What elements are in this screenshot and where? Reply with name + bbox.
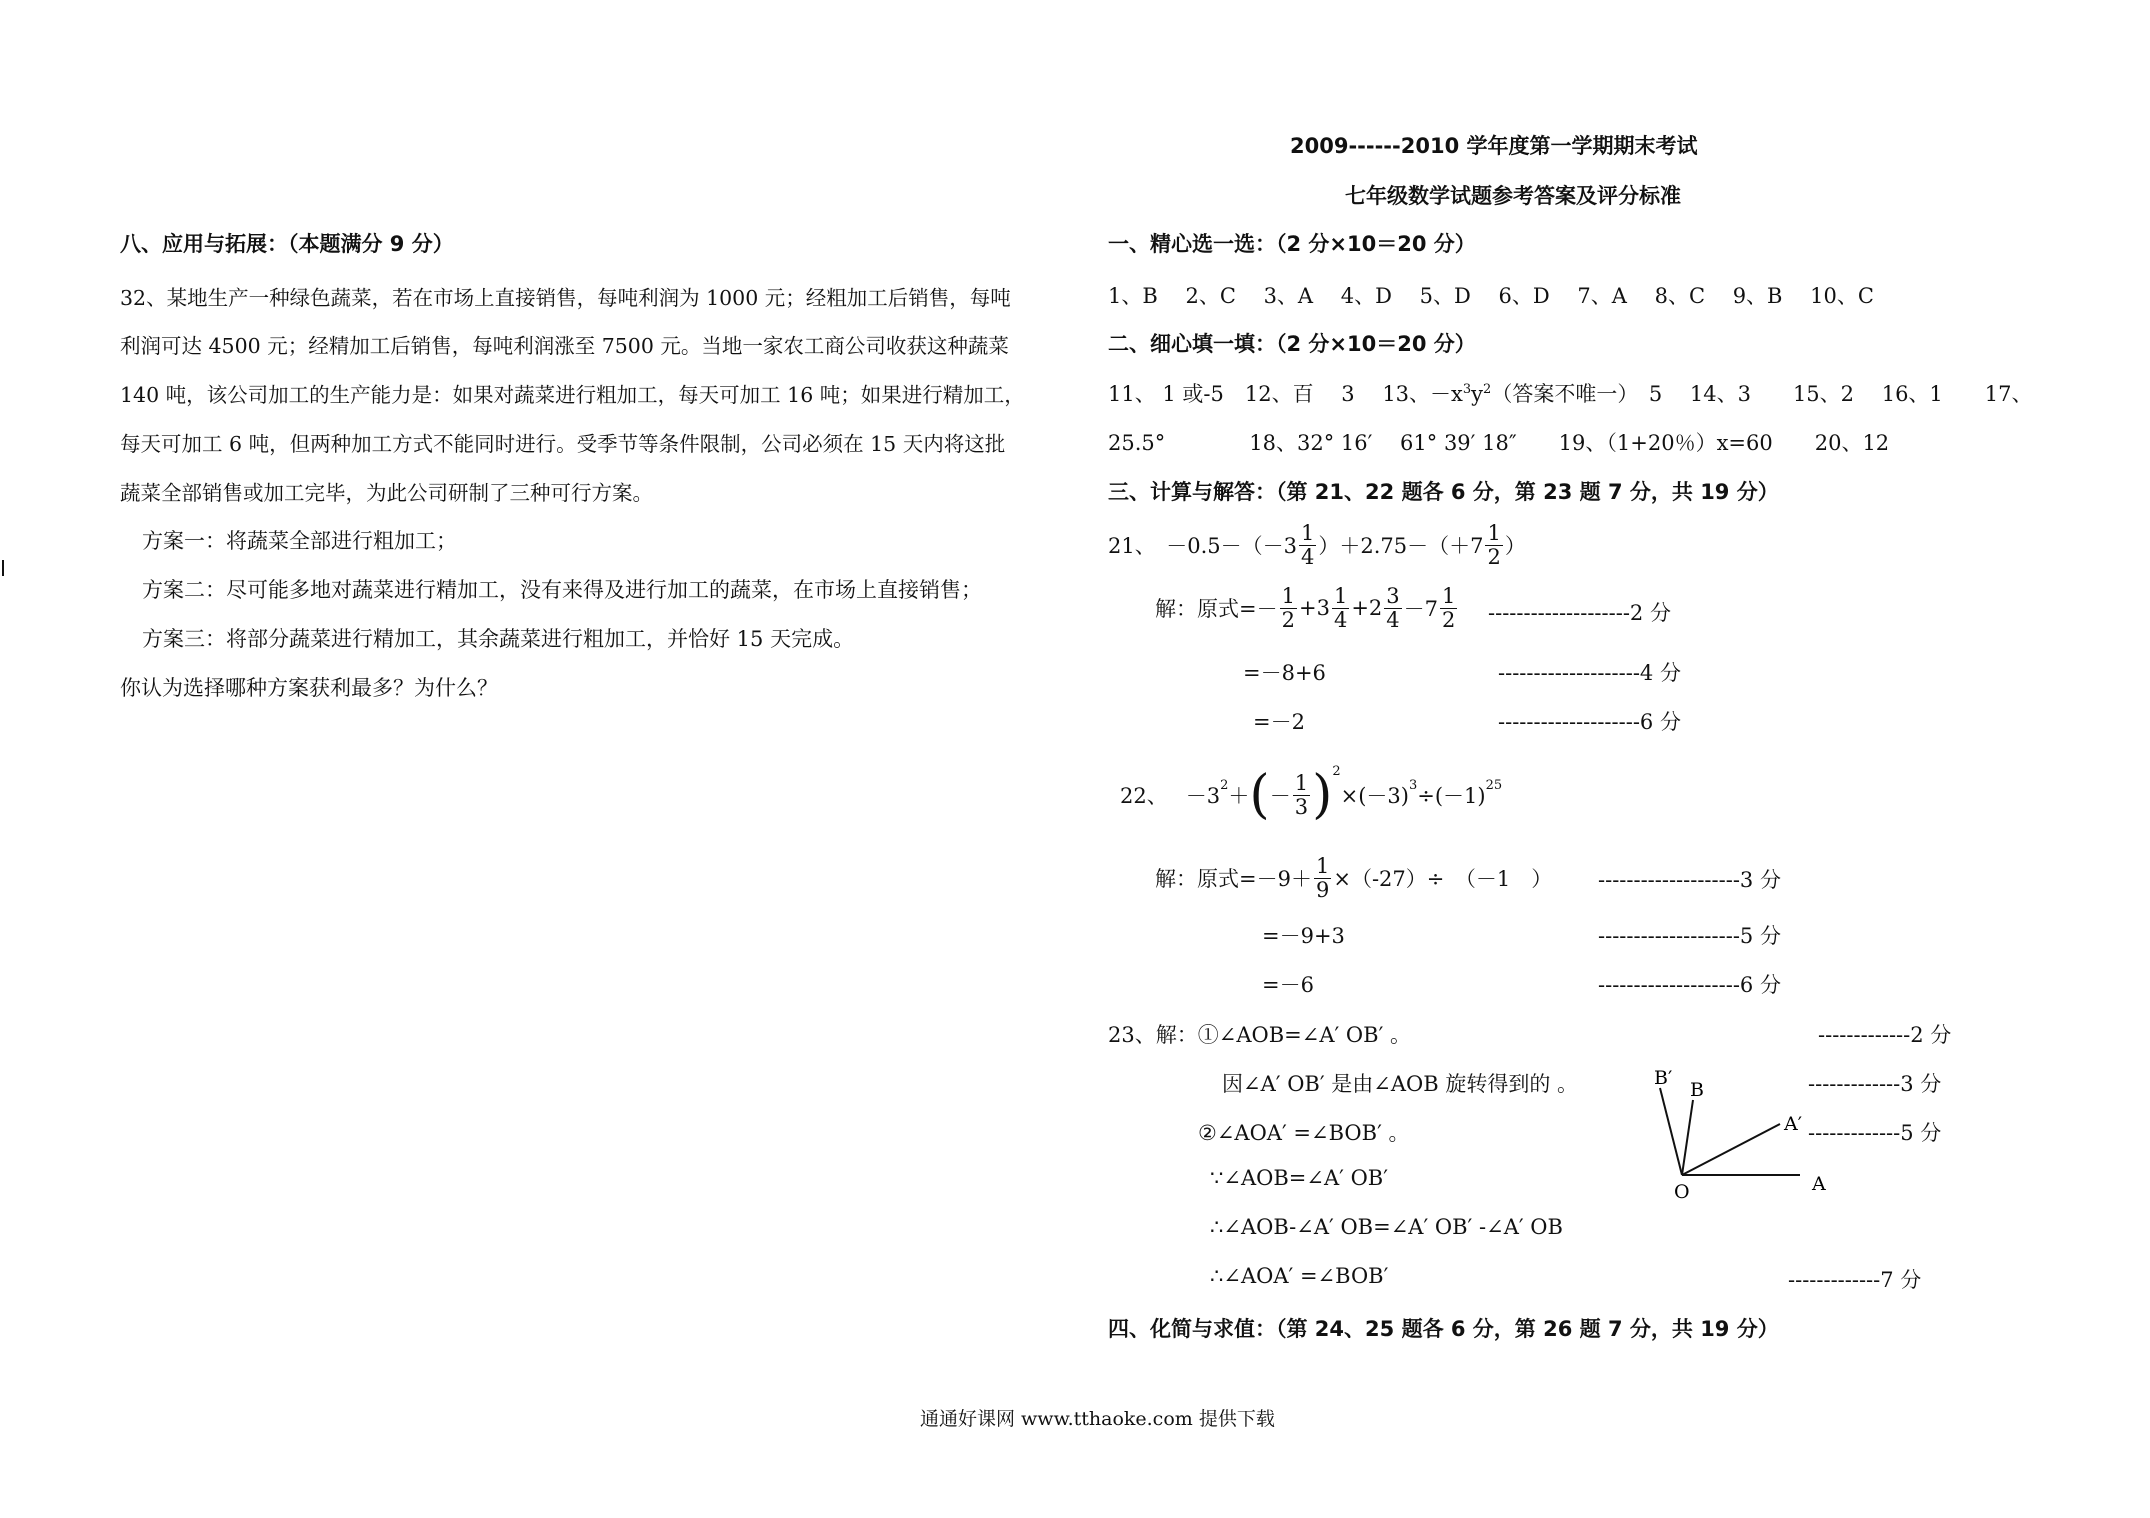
section4-heading: 四、化简与求值：（第 24、25 题各 6 分，第 26 题 7 分，共 19 分）	[1108, 1317, 1779, 1341]
q21-step-3: =－2	[1253, 710, 1305, 734]
q21-solution: 解：原式=－ $\frac{1}{2}$ +3 $\frac{1}{4}$ +2 $\frac{3}{4}$ －7 $\frac{1}{2}$	[1155, 584, 1456, 632]
label-b-prime: B′	[1654, 1067, 1673, 1089]
plan-2: 方案二：尽可能多地对蔬菜进行精加工，没有来得及进行加工的蔬菜，在市场上直接销售；	[142, 578, 982, 602]
label-a-prime: A′	[1784, 1113, 1803, 1135]
q22-score-3: --------------------6 分	[1598, 973, 1781, 997]
plan-3: 方案三：将部分蔬菜进行精加工，其余蔬菜进行粗加工，并恰好 15 天完成。	[142, 627, 855, 651]
label-b: B	[1690, 1079, 1704, 1101]
q21-problem: 21、 －0.5－（－3 $\frac{1}{4}$ ）＋2.75－（＋7 $\frac{1}{2}$ ）	[1108, 521, 1526, 569]
section8-heading: 八、应用与拓展：（本题满分 9 分）	[120, 232, 454, 256]
ray-ob-prime	[1660, 1088, 1682, 1175]
q32-line-1: 32、某地生产一种绿色蔬菜，若在市场上直接销售，每吨利润为 1000 元；经粗加工后销售，每吨	[120, 286, 1011, 310]
q23-line-2: 因∠A′ OB′ 是由∠AOB 旋转得到的 。	[1222, 1072, 1579, 1096]
ray-ob	[1682, 1100, 1693, 1175]
q21-score-2: --------------------4 分	[1498, 661, 1681, 685]
q23-line-5: ∴∠AOB-∠A′ OB=∠A′ OB′ -∠A′ OB	[1210, 1215, 1563, 1239]
angle-diagram	[1630, 1060, 1850, 1210]
page-title: 2009------2010 学年度第一学期期末考试	[1290, 134, 1698, 158]
ray-oa-prime	[1682, 1124, 1780, 1175]
q23-line-6: ∴∠AOA′ =∠BOB′	[1210, 1264, 1389, 1288]
q32-line-5: 蔬菜全部销售或加工完毕，为此公司研制了三种可行方案。	[120, 481, 653, 505]
section1-heading: 一、精心选一选：（2 分×10＝20 分）	[1108, 232, 1476, 256]
q21-score-3: --------------------6 分	[1498, 710, 1681, 734]
q23-score-1: -------------2 分	[1818, 1023, 1952, 1047]
q22-score-2: --------------------5 分	[1598, 924, 1781, 948]
label-a: A	[1812, 1173, 1826, 1195]
q22-step-2: =－9+3	[1262, 924, 1345, 948]
q23-line-3: ②∠AOA′ =∠BOB′ 。	[1198, 1121, 1410, 1145]
q21-score-1: --------------------2 分	[1488, 601, 1671, 625]
section2-heading: 二、细心填一填：（2 分×10＝20 分）	[1108, 332, 1476, 356]
q32-question: 你认为选择哪种方案获利最多？为什么？	[120, 676, 498, 700]
margin-mark	[2, 560, 4, 576]
q22-solution: 解：原式=－9＋ $\frac{1}{9}$ ×（-27）÷ （－1 ）	[1155, 854, 1553, 902]
q23-score-4: -------------7 分	[1788, 1268, 1922, 1292]
q23-score-3: -------------5 分	[1808, 1121, 1942, 1145]
label-o: O	[1674, 1181, 1690, 1203]
section2-answers-line2: 25.5° 18、32° 16′ 61° 39′ 18″ 19、（1+20％）x=60 20、12	[1108, 431, 1890, 455]
section1-answers: 1、B 2、C 3、A 4、D 5、D 6、D 7、A 8、C 9、B 10、C	[1108, 284, 1874, 308]
footer-credit: 通通好课网 www.tthaoke.com 提供下载	[920, 1408, 1275, 1430]
q32-line-4: 每天可加工 6 吨，但两种加工方式不能同时进行。受季节等条件限制，公司必须在 15 天内将这批	[120, 432, 1006, 456]
q22-score-1: --------------------3 分	[1598, 868, 1781, 892]
q23-score-2: -------------3 分	[1808, 1072, 1942, 1096]
q32-line-3: 140 吨，该公司加工的生产能力是：如果对蔬菜进行粗加工，每天可加工 16 吨；如果进行精加工，	[120, 383, 1025, 407]
q23-line-4: ∵∠AOB=∠A′ OB′	[1210, 1166, 1388, 1190]
plan-1: 方案一：将蔬菜全部进行粗加工；	[142, 529, 457, 553]
q22-problem: 22、 －3 $^2$ ＋ ( － $\frac{1}{3}$ ) $^2$ ×(－3) $^3$ ÷(－1) $^{25}$	[1120, 764, 1503, 825]
q21-step-2: =－8+6	[1243, 661, 1326, 685]
q32-line-2: 利润可达 4500 元；经精加工后销售，每吨利润涨至 7500 元。当地一家农工商公司收获这种蔬菜	[120, 334, 1009, 358]
q22-step-3: =－6	[1262, 973, 1314, 997]
q23-line-1: 23、解：①∠AOB=∠A′ OB′ 。	[1108, 1023, 1412, 1047]
page-subtitle: 七年级数学试题参考答案及评分标准	[1345, 184, 1681, 208]
section3-heading: 三、计算与解答：（第 21、22 题各 6 分，第 23 题 7 分，共 19 分）	[1108, 480, 1779, 504]
section2-answers-line1: 11、 1 或-5 12、百 3 13、$-x^3y^2$（答案不唯一） 5 14、3 15、2 16、1 17、	[1108, 382, 2033, 406]
